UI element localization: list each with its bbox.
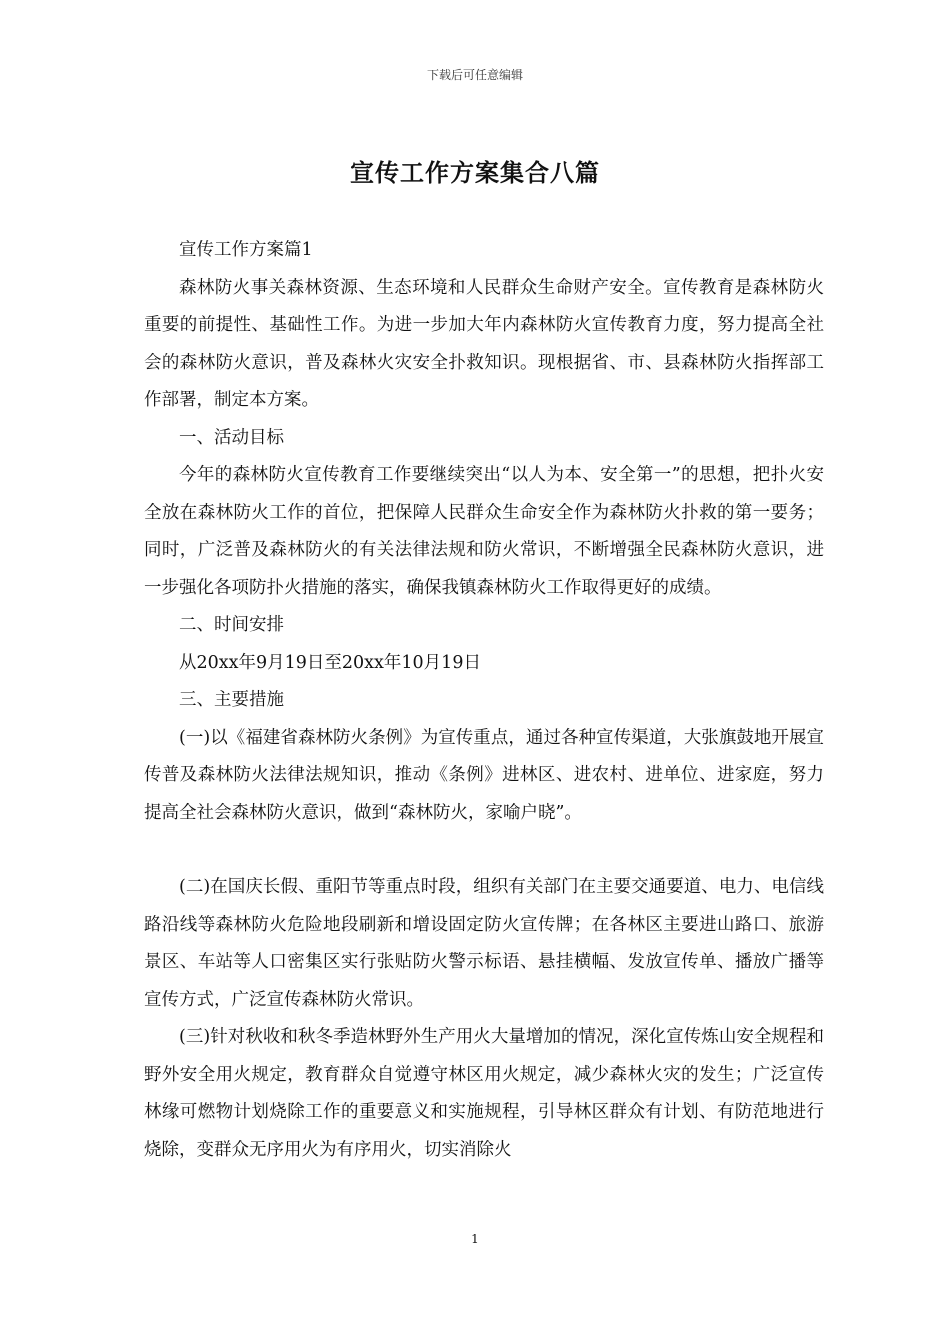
page-number: 1 bbox=[471, 1232, 479, 1246]
section-heading-measures: 三、主要措施 bbox=[179, 690, 284, 710]
measure-paragraph-3: (三)针对秋收和秋冬季造林野外生产用火大量增加的情况，深化宣传炼山安全规程和野外安全用火规定，教育群众自觉遵守林区用火规定，减少森林火灾的发生；广泛宣传林缘可燃物计划烧除工作的重要意义和实施规程，引导林区群众有计划、有防范地进行烧除，变群众无序用火为有序用火，切实消除火 bbox=[144, 1027, 824, 1160]
header-note: 下载后可任意编辑 bbox=[426, 68, 523, 82]
section-heading-part-1: 宣传工作方案篇1 bbox=[179, 240, 313, 260]
document-title: 宣传工作方案集合八篇 bbox=[350, 158, 600, 187]
section-heading-goals: 一、活动目标 bbox=[179, 427, 284, 448]
schedule-paragraph: 从20xx年9月19日至20xx年10月19日 bbox=[179, 652, 481, 673]
measure-paragraph-2: (二)在国庆长假、重阳节等重点时段，组织有关部门在主要交通要道、电力、电信线路沿线等森林防火危险地段刷新和增设固定防火宣传牌；在各林区主要进山路口、旅游景区、车站等人口密集区实行张贴防火警示标语、悬挂横幅、发放宣传单、播放广播等宣传方式，广泛宣传森林防火常识。 bbox=[144, 877, 824, 1010]
document-body bbox=[144, 232, 824, 1169]
section-heading-schedule: 二、时间安排 bbox=[179, 615, 284, 635]
measure-paragraph-1: (一)以《福建省森林防火条例》为宣传重点，通过各种宣传渠道，大张旗鼓地开展宣传普及森林防火法律法规知识，推动《条例》进林区、进农村、进单位、进家庭，努力提高全社会森林防火意识，做到“森林防火，家喻户晓”。 bbox=[144, 727, 824, 823]
intro-paragraph: 森林防火事关森林资源、生态环境和人民群众生命财产安全。宣传教育是森林防火重要的前提性、基础性工作。为进一步加大年内森林防火宣传教育力度，努力提高全社会的森林防火意识，普及森林火灾安全扑救知识。现根据省、市、县森林防火指挥部工作部署，制定本方案。 bbox=[144, 277, 824, 410]
goals-paragraph: 今年的森林防火宣传教育工作要继续突出“以人为本、安全第一”的思想，把扑火安全放在森林防火工作的首位，把保障人民群众生命安全作为森林防火扑救的第一要务；同时，广泛普及森林防火的有关法律法规和防火常识，不断增强全民森林防火意识，进一步强化各项防扑火措施的落实，确保我镇森林防火工作取得更好的成绩。 bbox=[144, 465, 824, 598]
